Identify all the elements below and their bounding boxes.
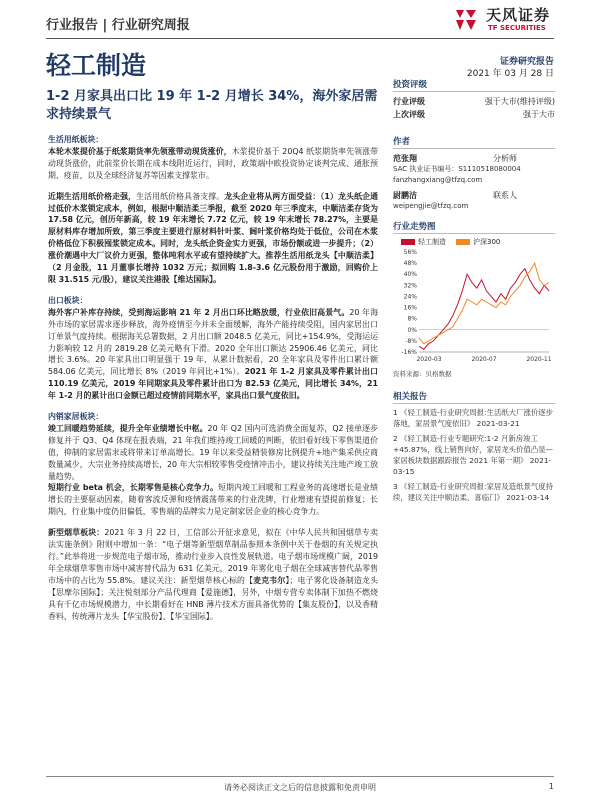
section-heading-domestic: 内销家居板块： [48,412,104,422]
legend-item-industry: 轻工制造 [401,237,446,247]
y-tick-label: 48% [403,260,417,268]
footer-divider [46,776,554,777]
company-logo [452,2,562,38]
rating-heading: 投资评级 [393,78,555,92]
y-tick-label: 0% [407,326,417,334]
y-tick-label: 56% [403,249,417,256]
sidebar [393,78,555,507]
paragraph-domestic-2: 短期行业 beta 机会，长期零售是核心竞争力。短期内竣工回暖和工程业务的高速增长是业绩增长的主要驱动因素，随着客流反弹和疫情震荡带来的行业洗牌，行业增速有望提前修复；长期内，行业集中度仍旧偏低，零售端的品牌实力是定制家居企业的核心竞争力。 [48,483,378,517]
logo-text-en: TF SECURITIES [488,24,546,32]
y-tick-label: 16% [403,304,417,312]
series-line-0 [419,269,549,350]
section-heading-export: 出口板块： [48,295,88,305]
related-report-item[interactable]: 1 《轻工制造-行业研究周报:生活纸大厂涨价逐步落地，家居景气度依旧》 2021-03-21 [393,408,554,428]
trend-chart [393,220,555,378]
paragraph-tobacco: 新型烟草板块：2021 年 3 月 22 日，工信部公开征求意见，拟在《中华人民共和国烟草专卖法实施条例》附则中增加一条：“电子烟等新型烟草制品参照本条例中关于卷烟的有关规定执行。”此举将进一步规范电子烟市场，推动行业步入良性发展轨道。电子烟市场规模广阔，2019 年全球烟草零售市场中减害替代品为 631 亿美元，2019 年雾化电子烟在全球减害替代品零售市场中的占比为 55.8%。建议关注：新型烟草核心标的【麦克韦尔】；电子雾化设备制造龙头【思摩尔国际】；关注悦刻部分产品代理商【爱施德】，另外，中烟专营专卖体制下加热不燃烧具有千亿市场规模潜力，中长期看好在 HNB 薄片技术方面具备优势的【集友股份】，以及香精香料、传统薄片龙头【华宝股份】、【华宝国际】。 [48,528,378,621]
report-type: 证券研究报告 [499,57,554,67]
trend-heading: 行业走势图 [393,220,555,234]
footer-disclaimer: 请务必阅读正文之后的信息披露和免责申明 [224,783,376,792]
y-tick-label: -8% [405,337,417,345]
chart-source: 资料来源：贝格数据 [393,370,452,378]
related-report-item[interactable]: 2 《轻工制造-行业专题研究:1-2 月新房竣工+45.87%，线上销售向好，家居龙头价值凸显—家居板块数据跟踪报告 2021 年第一期》 2021-03-15 [393,434,554,476]
y-tick-label: 32% [403,282,417,290]
x-tick-label: 2020-11 [526,356,552,363]
page-number: 1 [548,782,554,791]
logo-mark-icon [452,6,480,34]
trend-chart-svg [393,248,555,366]
rating-row-previous: 上次评级 强于大市 [393,110,555,119]
logo-text-cn: 天风证券 [486,6,551,24]
y-tick-label: 24% [403,293,417,301]
related-reports [393,390,555,503]
y-tick-label: 40% [403,271,417,279]
y-tick-label: -16% [401,349,417,356]
related-heading: 相关报告 [393,390,555,404]
paragraph-tissue-2: 近期生活用纸价格走强，生活用纸价格具备支撑。龙头企业将从两方面受益：（1）龙头纸企通过低价木浆锁定成本，例如，根据中顺洁柔三季报，截至 2020 年三季度末，中顺洁柔存货为 17.58 亿元，创历年新高，较 19 年末增长 7.72 亿元，较 19 年末增长 78.27%，主要是原材料库存增加所致，第三季度主要进行原材料针叶浆、阔叶浆价格均处于低位，公司在木浆价格低位下积极囤浆锁定成本。同时，龙头纸企资金实力更强，市场份额或进一步提升；（2）涨价潮遇中大厂议价力更强，整体吨利水平或有望持续扩大。推荐生活用纸龙头【中顺洁柔】（2 月金股，11 月董事长增持 1032 万元；拟回购 1.8-3.6 亿元股份用于激励，回购价上限 31.515 元/股），建议关注港股【维达国际】。 [48,191,378,284]
legend-item-index: 沪深300 [456,237,500,247]
report-subtitle: 1-2 月家具出口比 19 年 1-2 月增长 34%，海外家居需求持续景气 [46,89,378,122]
series-line-1 [419,263,549,344]
report-date: 2021 年 03 月 28 日 [466,69,554,79]
page-title: 轻工制造 [46,51,147,80]
rating-row-industry: 行业评级 强于大市(维持评级) [393,97,555,106]
main-content [48,134,378,631]
paragraph-domestic-1: 竣工回暖趋势延续，提升全年业绩增长中枢。20 年 Q2 国内可选消费全面复苏，Q2 接单逐步修复并于 Q3、Q4 体现在报表端，21 年我们维持竣工回暖的判断，依旧看好线下零售渠道价值，抑制的家居需求或将带来订单高增长。19 年以来受益精装修房比例提升+地产集采供应商数量减少，大宗业务持续高增长，20 年大宗相较零售受疫情冲击小，建议持续关注地产竣工放量趋势。 [48,423,378,481]
paragraph-export: 海外客户补库存持续，受到海运影响 21 年 2 月出口环比略放缓，行业依旧高景气。20 年海外市场的家居需求逐步释放，海外疫情至今并未全面缓解，海外产能持续受阻，国内家居出口订单景气度持续。根据海关总署数据，2 月出口额 2048.5 亿美元，同比+154.9%，受海运运力影响较 12 月的 2819.28 亿美元略有下滑。2020 全年出口额达 25906.46 亿美元，同比增长 3.6%。20 年家具出口明显强于 19 年，从累计数据看，20 全年家具及零件出口累计额 584.06 亿美元，同比增长 8%（2019 年同比+1%）。2021 年 1-2 月家具及零件累计出口 110.19 亿美元，2019 年同期家具及零件累计出口为 82.53 亿美元，同比增长 34%，21 年 1-2 月的累计出口金额已超过疫情前同期水平，家具出口景气度依旧。 [48,307,378,401]
author-heading: 作者 [393,135,555,149]
x-tick-label: 2020-03 [416,356,442,363]
author-entry: 尉鹏洁 联系人 weipengjie@tfzq.com [393,191,517,210]
author-entry: 范张翔 分析师 SAC 执业证书编号：S1110518080004 fanzhangxiang@tfzq.com [393,154,521,184]
header-category: 行业报告 | 行业研究周报 [46,18,190,33]
paragraph-tissue-1: 本轮木浆提价基于纸浆期货率先领涨带动现货涨价，木浆提价基于 20Q4 纸浆期货率先领涨带动现货涨价，此前浆价长期在成本线附近运行，同时，政策端中欧投资协定谈判完成、通胀预期、疫苗，以及全球经济复苏等因素支撑浆市。 [48,146,378,180]
x-tick-label: 2020-07 [471,356,497,363]
header-divider [46,38,554,39]
related-report-item[interactable]: 3 《轻工制造-行业研究周报:家居及造纸景气度持续，建议关注中顺洁柔、喜临门》 2021-03-14 [393,482,554,502]
chart-legend [401,237,555,247]
section-heading-tissue: 生活用纸板块： [48,135,104,144]
y-tick-label: 8% [407,315,417,323]
